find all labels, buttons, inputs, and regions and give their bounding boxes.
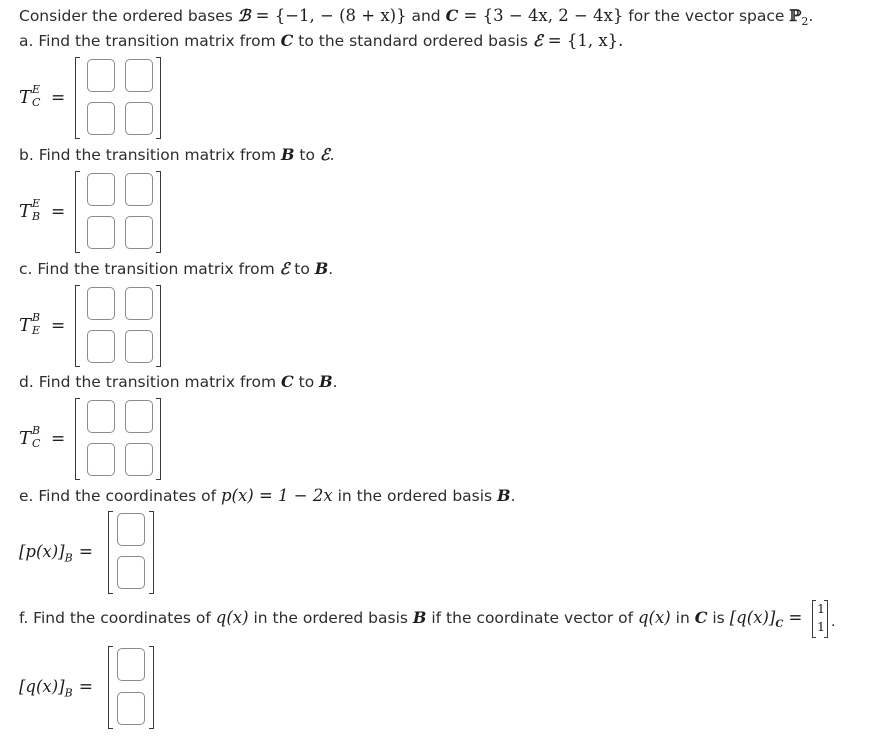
prompt-text: if the coordinate vector of: [426, 609, 638, 627]
subscript: C: [775, 619, 784, 631]
matrix-symbol: T: [19, 87, 32, 108]
matrix-b-cell-1-1[interactable]: [87, 173, 115, 206]
vector-label: [p(x)]: [19, 542, 65, 561]
superscript: B: [32, 310, 41, 324]
period: .: [328, 260, 334, 278]
vector-f-cell-2[interactable]: [117, 692, 145, 725]
prompt-text: to the standard ordered basis: [293, 32, 533, 50]
basis-symbol: B: [319, 372, 333, 391]
prompt-text: in: [670, 609, 695, 627]
basis-b-symbol: ℬ: [237, 6, 251, 25]
equals-sign: =: [51, 429, 66, 449]
superscript: B: [32, 423, 41, 437]
prompt-text: to: [293, 373, 320, 391]
basis-symbol: B: [497, 486, 511, 505]
part-f-prompt: [19, 608, 802, 635]
basis-symbol: B: [412, 608, 427, 627]
basis-set: = {1, x}.: [542, 31, 624, 50]
period: .: [831, 614, 836, 630]
polynomial: q(x): [637, 608, 671, 627]
matrix-b-cell-2-1[interactable]: [87, 216, 115, 249]
period: .: [332, 373, 338, 391]
right-bracket: [156, 171, 161, 253]
basis-c-value: = {3 − 4x, 2 − 4x}: [458, 6, 624, 25]
given-vector-left-bracket: [812, 600, 816, 638]
part-a-label: [19, 82, 66, 109]
part-e-prompt: [19, 486, 516, 506]
subscript: E: [32, 323, 41, 337]
equals-sign: =: [51, 316, 66, 336]
matrix-b-cell-2-2[interactable]: [125, 216, 153, 249]
given-vector-label: [q(x)]: [729, 608, 776, 627]
and-text: and: [406, 7, 446, 25]
left-bracket: [108, 646, 113, 729]
matrix-d-cell-1-1[interactable]: [87, 400, 115, 433]
left-bracket: [75, 285, 80, 367]
space-symbol: ℙ: [789, 6, 802, 25]
prompt-text: e. Find the coordinates of: [19, 487, 221, 505]
part-b-prompt: [19, 145, 335, 165]
basis-symbol: C: [280, 31, 294, 50]
subscript: C: [32, 436, 41, 450]
part-b-label: [19, 196, 66, 223]
prompt-text: c. Find the transition matrix from: [19, 260, 280, 278]
prompt-text: in the ordered basis: [248, 609, 413, 627]
prompt-text: d. Find the transition matrix from: [19, 373, 281, 391]
subscript: B: [64, 551, 73, 565]
prompt-text: in the ordered basis: [332, 487, 498, 505]
basis-symbol: ℰ: [532, 31, 543, 50]
subscript: B: [32, 209, 41, 223]
basis-symbol: C: [694, 608, 708, 627]
matrix-d-cell-2-2[interactable]: [125, 443, 153, 476]
equals-sign: =: [78, 542, 93, 562]
part-c-label: [19, 310, 66, 337]
matrix-symbol: T: [19, 428, 32, 449]
left-bracket: [75, 171, 80, 253]
matrix-symbol: T: [19, 315, 32, 336]
basis-symbol: ℰ: [279, 259, 290, 278]
vector-e-cell-1[interactable]: [117, 513, 145, 546]
polynomial: q(x): [215, 608, 249, 627]
prompt-text: b. Find the transition matrix from: [19, 146, 281, 164]
left-bracket: [108, 511, 113, 594]
basis-c-symbol: C: [445, 6, 459, 25]
basis-symbol: B: [280, 145, 295, 164]
part-a-prompt: [19, 31, 623, 51]
part-e-label: [19, 542, 93, 564]
intro-text: Consider the ordered bases: [19, 7, 238, 25]
vector-e-cell-2[interactable]: [117, 556, 145, 589]
right-bracket: [156, 285, 161, 367]
part-d-prompt: [19, 372, 338, 392]
for-text: for the vector space: [623, 7, 790, 25]
problem-statement: [19, 6, 813, 32]
prompt-text: is: [707, 609, 730, 627]
vector-f-cell-1[interactable]: [117, 648, 145, 681]
part-d-label: [19, 423, 66, 450]
subscript: C: [32, 95, 41, 109]
period: .: [329, 146, 335, 164]
period: .: [808, 7, 814, 25]
matrix-d-cell-2-1[interactable]: [87, 443, 115, 476]
period: .: [510, 487, 516, 505]
right-bracket: [149, 646, 154, 729]
right-bracket: [156, 57, 161, 139]
polynomial: p(x) = 1 − 2x: [220, 486, 333, 505]
superscript: E: [32, 82, 41, 96]
equals-sign: =: [78, 677, 93, 697]
matrix-c-cell-2-2[interactable]: [125, 330, 153, 363]
matrix-d-cell-1-2[interactable]: [125, 400, 153, 433]
matrix-c-cell-2-1[interactable]: [87, 330, 115, 363]
equals-sign: =: [51, 202, 66, 222]
equals-sign: =: [783, 608, 803, 627]
matrix-a-cell-1-1[interactable]: [87, 59, 115, 92]
left-bracket: [75, 398, 80, 480]
prompt-text: f. Find the coordinates of: [19, 609, 216, 627]
matrix-b-cell-1-2[interactable]: [125, 173, 153, 206]
matrix-c-cell-1-2[interactable]: [125, 287, 153, 320]
right-bracket: [149, 511, 154, 594]
prompt-text: a. Find the transition matrix from: [19, 32, 281, 50]
given-vector-entry-2: 1: [817, 619, 825, 634]
equals-sign: =: [51, 88, 66, 108]
matrix-c-cell-1-1[interactable]: [87, 287, 115, 320]
matrix-a-cell-2-2[interactable]: [125, 102, 153, 135]
basis-symbol: C: [280, 372, 294, 391]
part-f-label: [19, 677, 93, 699]
superscript: E: [32, 196, 41, 210]
right-bracket: [156, 398, 161, 480]
vector-label: [q(x)]: [19, 677, 65, 696]
matrix-a-cell-1-2[interactable]: [125, 59, 153, 92]
prompt-text: to: [289, 260, 315, 278]
prompt-text: to: [294, 146, 320, 164]
part-c-prompt: [19, 259, 333, 279]
matrix-symbol: T: [19, 201, 32, 222]
given-vector-entry-1: 1: [817, 601, 825, 616]
left-bracket: [75, 57, 80, 139]
basis-symbol: B: [314, 259, 329, 278]
basis-symbol: ℰ: [319, 145, 330, 164]
matrix-a-cell-2-1[interactable]: [87, 102, 115, 135]
basis-b-value: = {−1, − (8 + x)}: [250, 6, 407, 25]
subscript: B: [64, 686, 73, 700]
space-subscript: 2: [801, 15, 809, 29]
